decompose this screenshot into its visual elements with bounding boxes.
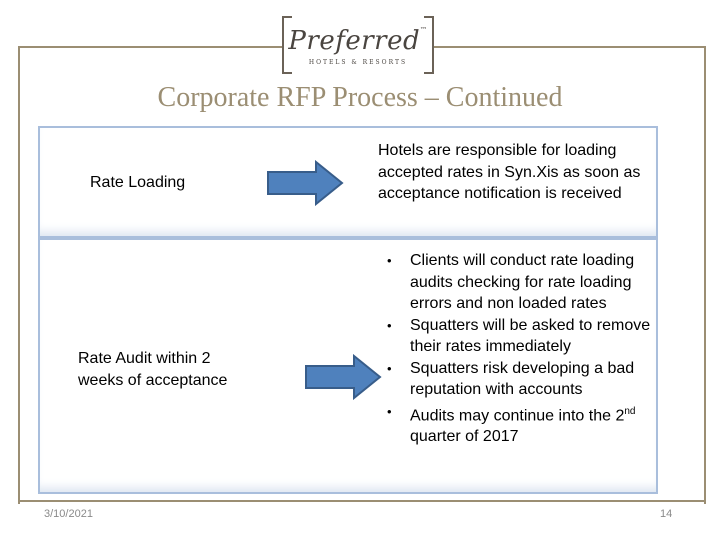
bullet-list <box>377 250 655 448</box>
logo-script-text: Preferred <box>288 26 421 56</box>
bullet-item: • Squatters risk developing a bad reputation with accounts <box>377 358 655 401</box>
rate-loading-label: Rate Loading <box>90 174 186 191</box>
bullet-item: • Squatters will be asked to remove their rates immediately <box>377 315 655 358</box>
ordinal-suffix: nd <box>624 405 636 417</box>
page-number: 14 <box>660 508 673 520</box>
footer-date: 3/10/2021 <box>44 508 93 520</box>
rate-audit-label: Rate Audit within 2 weeks of acceptance <box>78 350 228 389</box>
slide-frame-bottom <box>18 500 704 502</box>
logo-script <box>282 26 434 56</box>
rate-loading-description: Hotels are responsible for loading accepted rates in Syn.Xis as soon as acceptance notification is received <box>378 142 641 202</box>
right-arrow-icon <box>304 354 382 400</box>
slide-title: Corporate RFP Process – Continued <box>157 82 563 113</box>
logo-subtitle: HOTELS & RESORTS <box>308 59 408 66</box>
rate-audit-bullets <box>377 250 655 448</box>
bullet-text: Audits may continue into the 2 <box>410 406 625 424</box>
preferred-hotels-logo <box>282 16 434 72</box>
bullet-item <box>377 401 655 448</box>
logo-trademark: ™ <box>420 26 428 34</box>
right-arrow-icon <box>266 160 344 206</box>
bullet-item: • Clients will conduct rate loading audits checking for rate loading errors and non loaded rates <box>377 250 655 315</box>
bullet-text: quarter of 2017 <box>410 428 519 446</box>
